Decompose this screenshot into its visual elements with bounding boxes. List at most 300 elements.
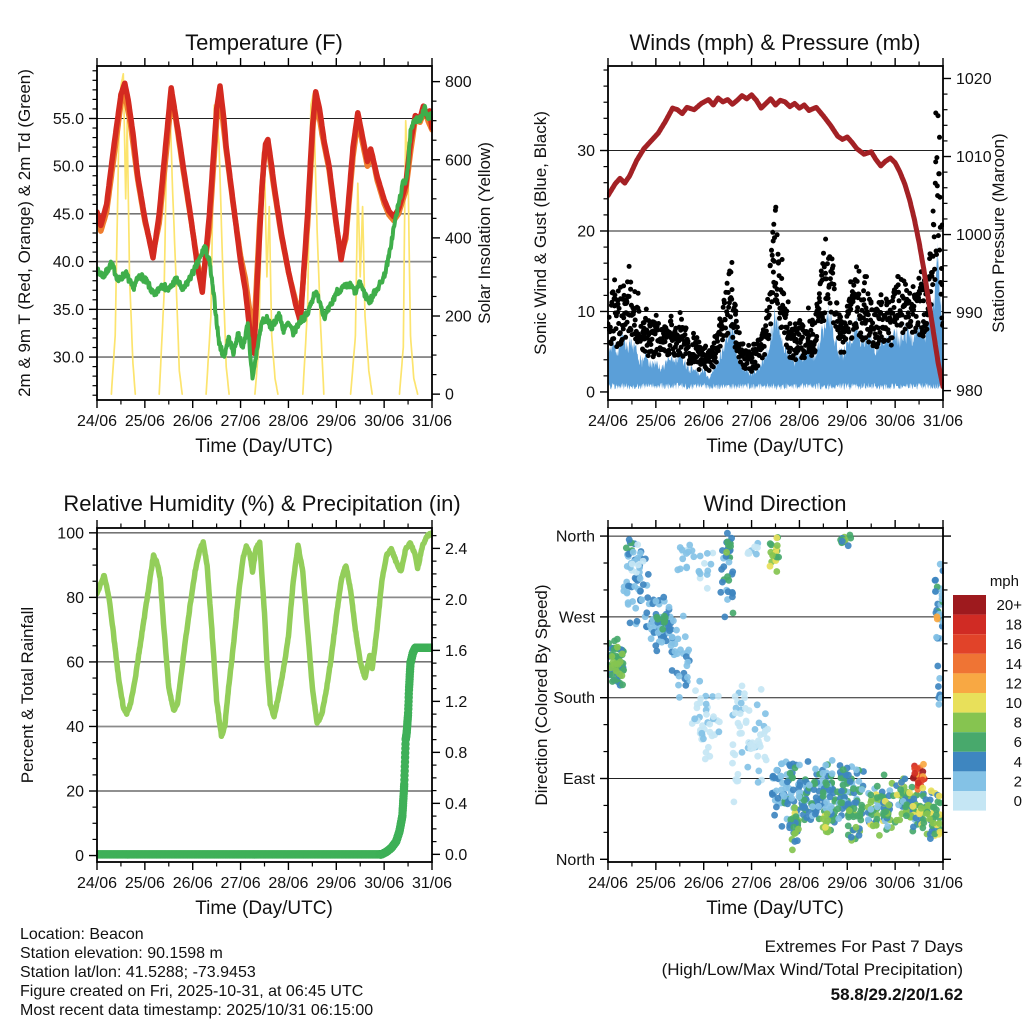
legend-swatch (953, 634, 986, 654)
wind-dir-dot (729, 760, 736, 767)
x-tick-label: 30/06 (364, 875, 405, 892)
wind-dir-dot (936, 820, 943, 827)
wind-dir-dot (761, 730, 768, 737)
wind-dir-dot (626, 536, 633, 543)
gust-dot (621, 326, 626, 331)
wind-dir-dot (820, 793, 827, 800)
winds-pressure-panel-title: Winds (mph) & Pressure (mb) (629, 30, 921, 55)
gust-dot (725, 281, 730, 286)
x-tick-label: 24/06 (587, 875, 629, 892)
gust-dot (765, 297, 770, 302)
gust-dot (722, 300, 727, 305)
gust-dot (621, 315, 626, 320)
gust-dot (861, 288, 866, 293)
wind-dir-dot (868, 806, 875, 813)
gust-dot (814, 334, 819, 339)
wind-dir-dot (732, 693, 739, 700)
wind-dir-dot (639, 597, 646, 604)
wind-dir-dot (648, 635, 655, 642)
gust-dot (924, 327, 929, 332)
wind-dir-dot (692, 687, 699, 694)
gust-dot (931, 222, 936, 227)
legend-label: 16 (1005, 636, 1022, 654)
x-tick-label: 31/06 (922, 875, 964, 892)
gust-dot (917, 291, 922, 296)
gust-dot (725, 331, 730, 336)
wind-dir-dot (846, 807, 853, 814)
footer-latlon: Station lat/lon: 41.5288; -73.9453 (20, 964, 256, 981)
legend-label: 8 (1013, 714, 1022, 732)
wind-dir-dot (682, 633, 689, 640)
gust-dot (834, 301, 839, 306)
wind-dir-dot (629, 561, 636, 568)
wind-dir-dot (919, 824, 926, 831)
gust-dot (667, 351, 672, 356)
wind-dir-dot (933, 634, 940, 641)
gust-dot (825, 261, 830, 266)
left-tick-label: West (558, 609, 595, 627)
wind-dir-dot (634, 541, 641, 548)
wind-dir-dot (654, 616, 661, 623)
x-tick-label: 26/06 (172, 875, 213, 892)
gust-dot (694, 335, 699, 340)
gust-dot (614, 326, 619, 331)
gust-dot (937, 135, 942, 140)
left-tick-label: 55.0 (52, 110, 84, 128)
left-tick-label: 40.0 (52, 254, 84, 272)
wind-dir-dot (775, 554, 782, 561)
wind-dir-dot (677, 544, 684, 551)
right-tick-label: 1.2 (445, 693, 468, 711)
x-tick-label: 30/06 (875, 875, 916, 892)
wind-dir-dot (614, 644, 621, 651)
wind-dir-dot (767, 540, 774, 547)
wind-dir-dot (724, 530, 731, 537)
wind-dir-dot (684, 674, 691, 681)
wind-dir-dot (738, 700, 745, 707)
left-tick-label: East (562, 771, 595, 788)
wind-dir-dot (724, 539, 731, 546)
wind-dir-dot (701, 560, 708, 567)
humidity-precip-panel-title: Relative Humidity (%) & Precipitation (in) (63, 491, 461, 516)
wind-dir-dot (736, 723, 743, 730)
wind-dir-dot (739, 683, 746, 690)
wind-dir-dot (835, 805, 842, 812)
gust-dot (779, 276, 784, 281)
left-tick-label: North (555, 851, 595, 869)
wind-dir-dot (874, 816, 881, 823)
gust-dot (691, 331, 696, 336)
wind-dir-dot (791, 838, 798, 845)
wind-dir-dot (796, 782, 803, 789)
gust-dot (849, 335, 854, 340)
temperature-left-axis-label: 2m & 9m T (Red, Orange) & 2m Td (Green) (15, 69, 34, 397)
gust-dot (775, 232, 780, 237)
wind-dir-dot (745, 550, 752, 557)
gust-dot (715, 339, 720, 344)
legend-label: 4 (1013, 753, 1022, 771)
temperature-panel-title: Temperature (F) (185, 30, 343, 55)
gust-dot (627, 264, 632, 269)
wind-dir-dot (918, 805, 925, 812)
gust-dot (663, 339, 668, 344)
gust-dot (733, 309, 738, 314)
gust-dot (730, 287, 735, 292)
left-tick-label: 10 (577, 303, 595, 321)
gust-dot (612, 277, 617, 282)
footer-elevation: Station elevation: 90.1598 m (20, 945, 223, 962)
left-tick-label: 20 (577, 223, 595, 241)
wind-dir-dot (789, 847, 796, 854)
gust-dot (843, 336, 848, 341)
wind-dir-dot (859, 786, 866, 793)
gust-dot (903, 282, 908, 287)
gust-dot (896, 282, 901, 287)
gust-dot (937, 195, 942, 200)
right-tick-label: 1.6 (445, 642, 468, 660)
wind-dir-dot (880, 810, 887, 817)
wind-dir-dot (619, 651, 626, 658)
gust-dot (907, 291, 912, 296)
wind-dir-dot (773, 568, 780, 575)
left-tick-label: 0 (586, 384, 595, 402)
wind-dir-dot (822, 824, 829, 831)
wind-dir-dot (659, 626, 666, 633)
gust-dot (831, 282, 836, 287)
wind-dir-dot (847, 778, 854, 785)
gust-dot (832, 286, 837, 291)
wind-dir-dot (672, 648, 679, 655)
wind-dir-dot (788, 795, 795, 802)
gust-dot (726, 305, 731, 310)
wind-dir-dot (874, 803, 881, 810)
gust-dot (678, 310, 683, 315)
gust-dot (856, 292, 861, 297)
series-layer (97, 74, 432, 394)
gust-dot (935, 183, 940, 188)
wind-dir-dot (653, 598, 660, 605)
wind-dir-dot (624, 590, 631, 597)
right-tick-label: 400 (445, 230, 472, 248)
wind-dir-dot (698, 730, 705, 737)
legend-swatch (953, 615, 986, 635)
wind-dir-dot (837, 799, 844, 806)
x-tick-label: 27/06 (731, 413, 772, 430)
right-tick-label: 0.8 (445, 744, 468, 762)
wind-dir-dot (684, 659, 691, 666)
wind-dir-dot (668, 642, 675, 649)
series-layer (606, 95, 946, 390)
wind-dir-dot (850, 785, 857, 792)
wind-dir-dot (719, 579, 726, 586)
x-tick-label: 28/06 (779, 875, 820, 892)
wind-dir-dot (796, 793, 803, 800)
x-tick-label: 29/06 (827, 875, 868, 892)
wind-dir-dot (753, 551, 760, 558)
wind-dir-dot (867, 792, 874, 799)
wind-dir-dot (848, 834, 855, 841)
wind-dir-dot (673, 627, 680, 634)
solar-right-axis-label: Solar Insolation (Yellow) (475, 142, 494, 324)
gust-dot (730, 335, 735, 340)
gust-dot (889, 343, 894, 348)
gust-dot (851, 299, 856, 304)
wind-dir-dot (769, 552, 776, 559)
wind-dir-dot (827, 793, 834, 800)
gust-dot (711, 364, 716, 369)
gust-dot (862, 280, 867, 285)
wind-dir-dot (763, 757, 770, 764)
series-layer (605, 530, 946, 854)
gust-dot (718, 344, 723, 349)
gust-dot (870, 321, 875, 326)
gust-dot (721, 305, 726, 310)
gust-dot (735, 325, 740, 330)
wind-dir-dot (686, 542, 693, 549)
gust-dot (768, 321, 773, 326)
wind-dir-dot (708, 561, 715, 568)
gust-dot (777, 316, 782, 321)
wind-dir-dot (717, 589, 724, 596)
wind-dir-dot (696, 678, 703, 685)
gust-dot (686, 339, 691, 344)
wind-dir-dot (637, 588, 644, 595)
right-tick-label: 200 (445, 308, 472, 326)
wind-dir-dot (755, 737, 762, 744)
gust-dot (821, 318, 826, 323)
gust-dot (728, 295, 733, 300)
wind-dir-dot (730, 741, 737, 748)
gust-dot (734, 319, 739, 324)
gust-dot (793, 357, 798, 362)
gust-dot (774, 293, 779, 298)
wind-dir-dot (741, 690, 748, 697)
gust-dot (703, 344, 708, 349)
gust-dot (716, 348, 721, 353)
wind-dir-dot (874, 783, 881, 790)
wind-dir-dot (630, 549, 637, 556)
wind-dir-dot (619, 681, 626, 688)
wind-dir-dot (839, 538, 846, 545)
gust-dot (932, 267, 937, 272)
x-tick-label: 24/06 (587, 413, 629, 430)
wind-dir-dot (854, 813, 861, 820)
extremes-subtitle: (High/Low/Max Wind/Total Precipitation) (661, 960, 963, 979)
wind-dir-dot (738, 730, 745, 737)
gust-dot (921, 298, 926, 303)
wind-dir-dot (865, 816, 872, 823)
x-tick-label: 28/06 (268, 413, 309, 430)
extremes-title: Extremes For Past 7 Days (764, 937, 963, 956)
wind-dir-dot (919, 785, 926, 792)
right-tick-label: 0.4 (445, 795, 468, 813)
wind-dir-dot (682, 682, 689, 689)
gust-dot (936, 233, 941, 238)
gust-dot (644, 307, 649, 312)
wind-dir-dot (934, 613, 941, 620)
wind-dir-dot (881, 772, 888, 779)
right-tick-label: 980 (956, 383, 983, 401)
gust-dot (723, 326, 728, 331)
gust-dot (937, 171, 942, 176)
gust-dot (831, 263, 836, 268)
wind-dir-dot (732, 751, 739, 758)
wind-dir-dot (742, 705, 749, 712)
legend-label: 12 (1005, 675, 1022, 693)
gust-dot (612, 293, 617, 298)
gust-dot (828, 276, 833, 281)
gust-dot (625, 320, 630, 325)
right-tick-label: 600 (445, 152, 472, 170)
wind-dir-dot (758, 686, 765, 693)
gust-dot (611, 336, 616, 341)
wind-dir-dot (774, 542, 781, 549)
wind-dir-dot (730, 610, 737, 617)
right-tick-label: 2.0 (445, 591, 468, 609)
wind-dir-dot (669, 634, 676, 641)
gust-dot (629, 327, 634, 332)
direction-left-axis-label: Direction (Colored By Speed) (532, 584, 551, 806)
right-tick-label: 0 (445, 386, 454, 404)
x-tick-label: 29/06 (316, 413, 357, 430)
wind-dir-dot (795, 826, 802, 833)
wind-dir-dot (920, 761, 927, 768)
wind-dir-dot (779, 823, 786, 830)
gust-dot (817, 306, 822, 311)
gust-dot (879, 300, 884, 305)
wind-dir-dot (755, 768, 762, 775)
x-tick-label: 27/06 (731, 875, 772, 892)
wind-dir-dot (754, 753, 761, 760)
wind-dir-dot (627, 620, 634, 627)
wind-dir-dot (933, 812, 940, 819)
gust-dot (776, 252, 781, 257)
gust-dot (879, 292, 884, 297)
footer-location: Location: Beacon (20, 926, 144, 943)
wind-left-axis-label: Sonic Wind & Gust (Blue, Black) (531, 111, 550, 355)
wind-dir-dot (609, 678, 616, 685)
panel-2 (57, 520, 467, 892)
gust-dot (755, 363, 760, 368)
gust-dot (924, 321, 929, 326)
wind-dir-dot (660, 594, 667, 601)
gust-dot (768, 263, 773, 268)
wind-dir-dot (723, 549, 730, 556)
x-tick-label: 31/06 (411, 875, 453, 892)
gust-dot (632, 323, 637, 328)
gust-dot (897, 298, 902, 303)
x-tick-label: 26/06 (172, 413, 213, 430)
gust-dot (763, 323, 768, 328)
wind-dir-dot (619, 672, 626, 679)
gust-dot (728, 270, 733, 275)
gust-dot (817, 291, 822, 296)
gust-dot (762, 344, 767, 349)
x-tick-label: 30/06 (364, 413, 405, 430)
left-tick-label: 45.0 (52, 206, 84, 224)
gust-dot (908, 319, 913, 324)
wind-dir-dot (902, 776, 909, 783)
wind-dir-dot (781, 793, 788, 800)
gust-dot (633, 318, 638, 323)
x-tick-label: 24/06 (76, 413, 118, 430)
wind-dir-dot (702, 756, 709, 763)
gust-dot (762, 352, 767, 357)
gust-dot (854, 264, 859, 269)
x-tick-label: 26/06 (683, 413, 724, 430)
gust-dot (930, 282, 935, 287)
wind-dir-dot (853, 766, 860, 773)
wind-dir-dot (835, 815, 842, 822)
gust-dot (906, 314, 911, 319)
wind-dir-dot (775, 795, 782, 802)
wind-dir-dot (906, 789, 913, 796)
wind-dir-dot (770, 773, 777, 780)
gust-dot (890, 335, 895, 340)
plots-layer (53, 58, 992, 892)
gust-dot (683, 332, 688, 337)
gust-dot (869, 299, 874, 304)
wind-dir-dot (934, 663, 941, 670)
gust-dot (669, 314, 674, 319)
panel-0 (53, 58, 472, 430)
gust-dot (822, 310, 827, 315)
legend-label: 20+ (996, 597, 1022, 614)
series-relative_humidity (97, 533, 432, 737)
wind-dir-dot (903, 812, 910, 819)
winds-x-axis-label: Time (Day/UTC) (706, 436, 844, 457)
gust-dot (934, 252, 939, 257)
gust-dot (826, 296, 831, 301)
gust-dot (623, 335, 628, 340)
legend-swatch (953, 673, 986, 693)
gust-dot (737, 330, 742, 335)
x-tick-label: 27/06 (220, 875, 261, 892)
gust-dot (823, 271, 828, 276)
gust-dot (728, 314, 733, 319)
wind-dir-dot (932, 588, 939, 595)
x-tick-label: 31/06 (411, 413, 453, 430)
wind-direction-x-axis-label: Time (Day/UTC) (706, 898, 844, 919)
gust-dot (916, 276, 921, 281)
gust-dot (933, 277, 938, 282)
gust-dot (767, 313, 772, 318)
wind-dir-dot (703, 711, 710, 718)
legend-swatch (953, 791, 986, 811)
legend-label: 14 (1005, 655, 1022, 673)
gust-dot (934, 155, 939, 160)
wind-dir-dot (632, 605, 639, 612)
wind-dir-dot (771, 812, 778, 819)
x-tick-label: 25/06 (635, 413, 676, 430)
gust-dot (696, 340, 701, 345)
wind-dir-dot (614, 636, 621, 643)
gust-dot (773, 205, 778, 210)
wind-dir-dot (820, 816, 827, 823)
gust-dot (854, 325, 859, 330)
series-layer (93, 533, 436, 859)
wind-dir-dot (823, 781, 830, 788)
left-tick-label: 60 (66, 654, 84, 672)
wind-dir-dot (870, 822, 877, 829)
left-tick-label: 100 (57, 525, 84, 543)
wind-dir-dot (644, 594, 651, 601)
right-tick-label: 2.4 (445, 540, 468, 558)
x-tick-label: 29/06 (827, 413, 868, 430)
right-tick-label: 1000 (956, 227, 992, 245)
left-tick-label: 80 (66, 589, 84, 607)
wind-dir-dot (867, 799, 874, 806)
